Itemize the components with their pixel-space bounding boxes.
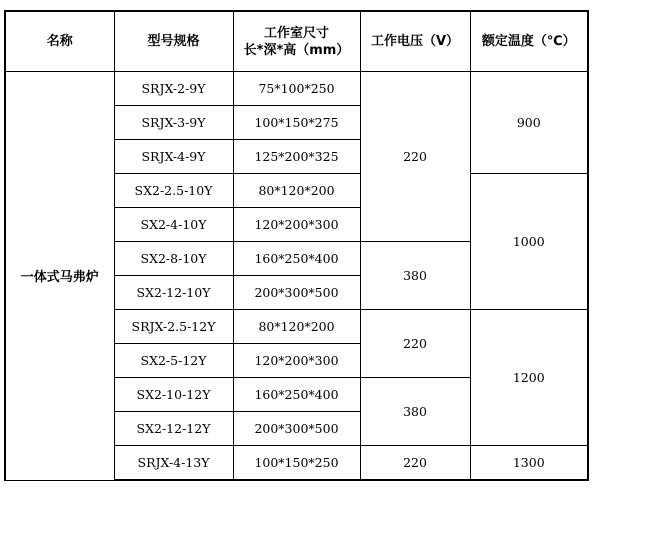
size-cell: 80*120*200 bbox=[233, 174, 360, 208]
voltage-cell: 220 bbox=[360, 446, 470, 481]
temperature-cell: 1200 bbox=[470, 310, 588, 446]
voltage-cell: 380 bbox=[360, 242, 470, 310]
header-chamber-size-line1: 工作室尺寸 bbox=[263, 25, 329, 41]
voltage-cell: 220 bbox=[360, 310, 470, 378]
model-cell: SX2-10-12Y bbox=[114, 378, 233, 412]
size-cell: 200*300*500 bbox=[233, 412, 360, 446]
table-row bbox=[5, 72, 588, 106]
model-cell: SRJX-3-9Y bbox=[114, 106, 233, 140]
size-cell: 100*150*250 bbox=[233, 446, 360, 481]
model-cell: SRJX-4-13Y bbox=[114, 446, 233, 481]
header-temperature: 额定温度（℃） bbox=[470, 11, 588, 72]
temperature-cell: 1000 bbox=[470, 174, 588, 310]
size-cell: 80*120*200 bbox=[233, 310, 360, 344]
header-voltage: 工作电压（V） bbox=[360, 11, 470, 72]
model-cell: SRJX-2.5-12Y bbox=[114, 310, 233, 344]
model-cell: SRJX-2-9Y bbox=[114, 72, 233, 106]
temperature-cell: 1300 bbox=[470, 446, 588, 481]
model-cell: SX2-4-10Y bbox=[114, 208, 233, 242]
header-model: 型号规格 bbox=[114, 11, 233, 72]
size-cell: 160*250*400 bbox=[233, 378, 360, 412]
model-cell: SX2-2.5-10Y bbox=[114, 174, 233, 208]
size-cell: 75*100*250 bbox=[233, 72, 360, 106]
model-cell: SX2-8-10Y bbox=[114, 242, 233, 276]
model-cell: SRJX-4-9Y bbox=[114, 140, 233, 174]
size-cell: 125*200*325 bbox=[233, 140, 360, 174]
muffle-furnace-spec-table bbox=[4, 10, 589, 481]
table-header-row bbox=[5, 11, 588, 72]
header-chamber-size bbox=[233, 11, 360, 72]
product-name-cell: 一体式马弗炉 bbox=[5, 72, 114, 481]
header-chamber-size-line2: 长*深*高（mm） bbox=[243, 42, 350, 58]
size-cell: 200*300*500 bbox=[233, 276, 360, 310]
model-cell: SX2-5-12Y bbox=[114, 344, 233, 378]
temperature-cell: 900 bbox=[470, 72, 588, 174]
model-cell: SX2-12-10Y bbox=[114, 276, 233, 310]
size-cell: 120*200*300 bbox=[233, 208, 360, 242]
model-cell: SX2-12-12Y bbox=[114, 412, 233, 446]
size-cell: 120*200*300 bbox=[233, 344, 360, 378]
size-cell: 100*150*275 bbox=[233, 106, 360, 140]
voltage-cell: 220 bbox=[360, 72, 470, 242]
header-name: 名称 bbox=[5, 11, 114, 72]
voltage-cell: 380 bbox=[360, 378, 470, 446]
size-cell: 160*250*400 bbox=[233, 242, 360, 276]
